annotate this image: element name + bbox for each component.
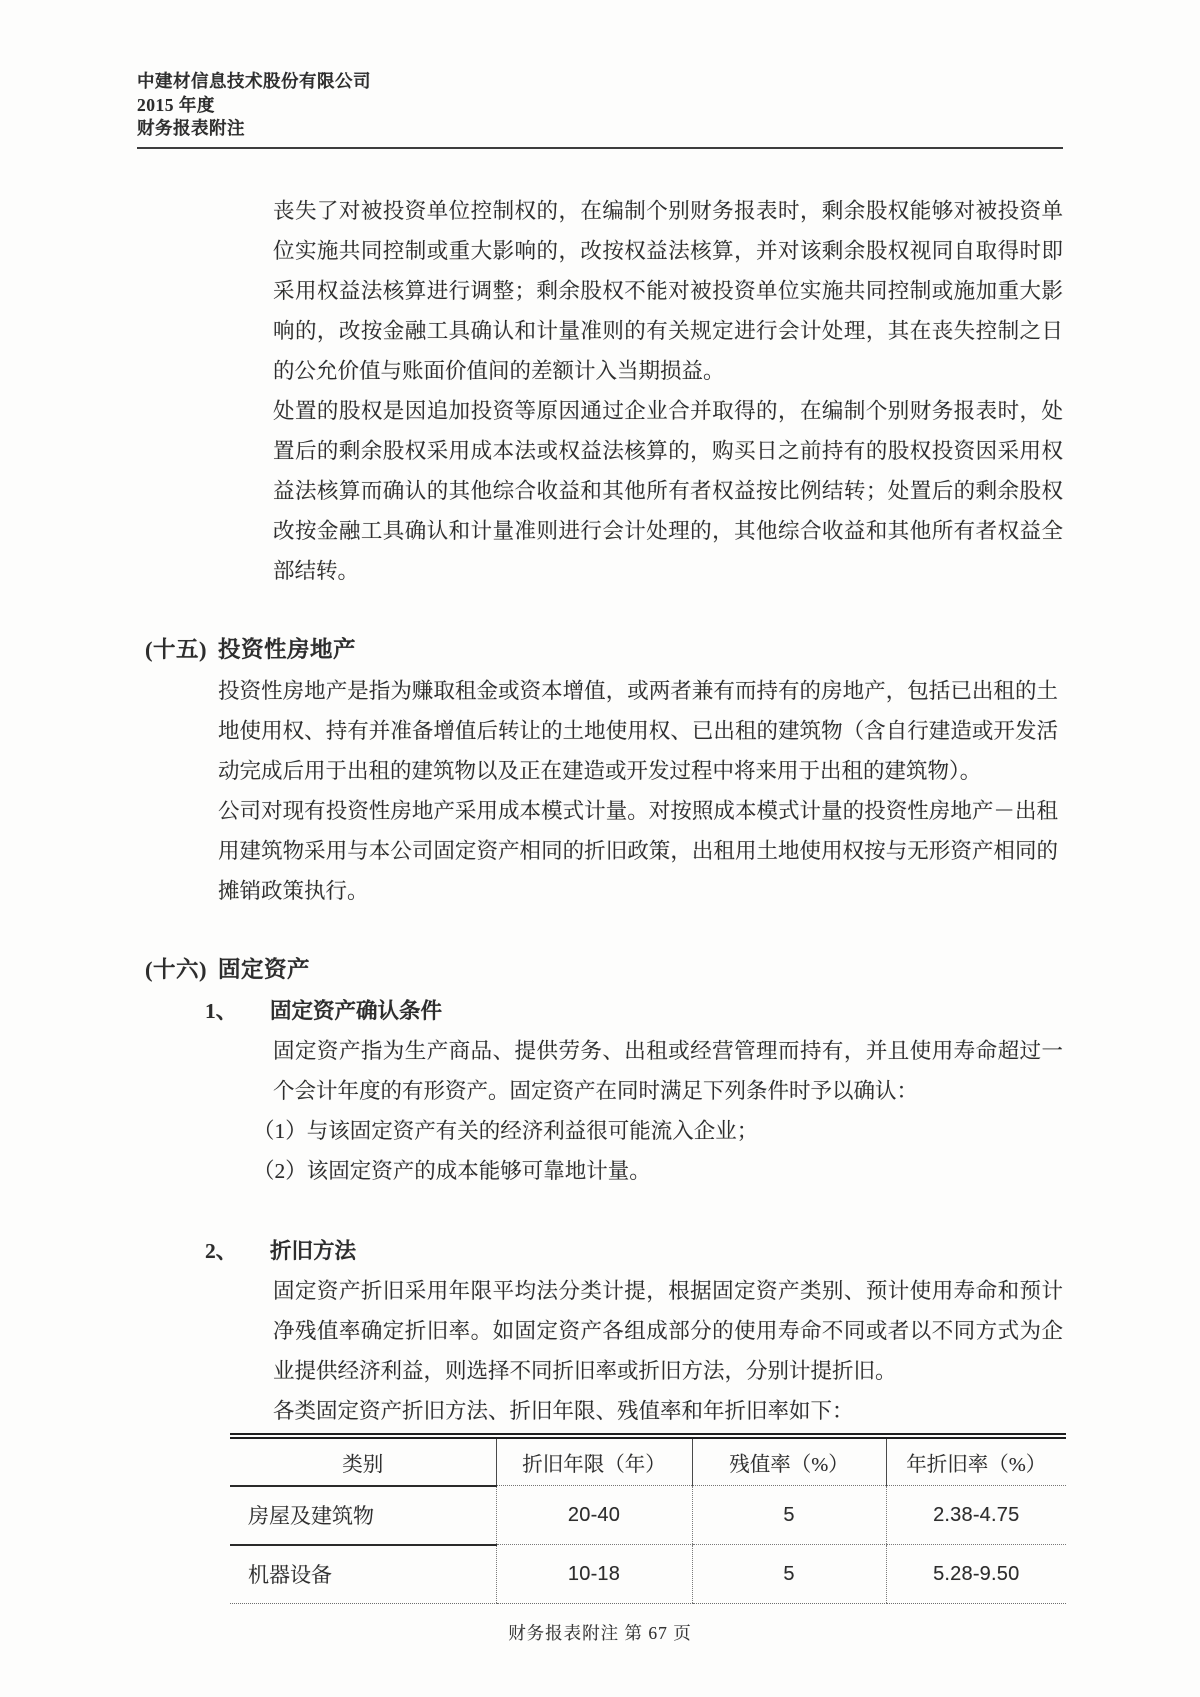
header-doc-title: 财务报表附注 [137, 118, 245, 138]
subsection-1-heading [205, 991, 1200, 1031]
subsection-2-number: 2、 [205, 1238, 238, 1263]
recognition-condition-1: （1）与该固定资产有关的经济利益很可能流入企业； [253, 1118, 759, 1143]
section-15-paragraph-1: 投资性房地产是指为赚取租金或资本增值，或两者兼有而持有的房地产，包括已出租的土地使用权、持有并准备增值后转让的土地使用权、已出租的建筑物（含自行建造或开发活动完成后用于出租的建筑物以及正在建造或开发过程中将来用于出租的建筑物）。 [218, 678, 1058, 783]
header-divider-rule [137, 147, 1063, 149]
paragraph-loss-of-control: 丧失了对被投资单位控制权的，在编制个别财务报表时，剩余股权能够对被投资单位实施共同控制或重大影响的，改按权益法核算，并对该剩余股权视同自取得时即采用权益法核算进行调整；剩余股权不能对被投资单位实施共同控制或施加重大影响的，改按金融工具确认和计量准则的有关规定进行会计处理，其在丧失控制之日的公允价值与账面价值间的差额计入当期损益。 [273, 198, 1063, 383]
cell-residual: 5 [692, 1545, 886, 1604]
col-header-depreciation-years: 折旧年限（年） [496, 1436, 692, 1486]
subsection-1-number: 1、 [205, 998, 238, 1023]
section-15-heading [145, 629, 1200, 671]
header-company-name: 中建材信息技术股份有限公司 [137, 71, 371, 91]
section-15-number: (十五) [145, 636, 207, 662]
subsection-1-title: 固定资产确认条件 [270, 998, 443, 1023]
subsection-2-title: 折旧方法 [270, 1238, 357, 1263]
table-row-buildings [230, 1486, 1066, 1545]
cell-annual-rate: 5.28-9.50 [886, 1545, 1066, 1604]
depreciation-table [230, 1433, 1066, 1605]
col-header-annual-rate: 年折旧率（%） [886, 1436, 1066, 1486]
cell-years: 20-40 [496, 1486, 692, 1545]
page-footer [0, 1620, 1200, 1645]
header-fiscal-year: 2015 年度 [137, 94, 215, 115]
subsection-2-body: 固定资产折旧采用年限平均法分类计提，根据固定资产类别、预计使用寿命和预计净残值率确定折旧率。如固定资产各组成部分的使用寿命不同或者以不同方式为企业提供经济利益，则选择不同折旧率或折旧方法，分别计提折旧。 [273, 1278, 1063, 1383]
subsection-2-heading [205, 1231, 1200, 1271]
cell-years: 10-18 [496, 1545, 692, 1604]
footer-page-label: 财务报表附注 第 67 页 [508, 1623, 692, 1643]
cell-annual-rate: 2.38-4.75 [886, 1486, 1066, 1545]
cell-category: 房屋及建筑物 [230, 1486, 496, 1545]
page-header [137, 0, 1200, 141]
paragraph-disposed-equity: 处置的股权是因追加投资等原因通过企业合并取得的，在编制个别财务报表时，处置后的剩余股权采用成本法或权益法核算的，购买日之前持有的股权投资因采用权益法核算而确认的其他综合收益和其他所有者权益按比例结转；处置后的剩余股权改按金融工具确认和计量准则进行会计处理的，其他综合收益和其他所有者权益全部结转。 [273, 398, 1063, 583]
table-header-row [230, 1436, 1066, 1486]
document-body [0, 191, 1200, 1605]
section-16-number: (十六) [145, 956, 207, 982]
cell-category: 机器设备 [230, 1545, 496, 1604]
subsection-1-body: 固定资产指为生产商品、提供劳务、出租或经营管理而持有，并且使用寿命超过一个会计年度的有形资产。固定资产在同时满足下列条件时予以确认： [273, 1038, 1063, 1103]
depreciation-table-intro: 各类固定资产折旧方法、折旧年限、残值率和年折旧率如下： [273, 1398, 854, 1423]
table-row-machinery [230, 1545, 1066, 1604]
section-16-title: 固定资产 [218, 956, 311, 982]
recognition-condition-2: （2）该固定资产的成本能够可靠地计量。 [253, 1158, 651, 1183]
section-15-paragraph-2: 公司对现有投资性房地产采用成本模式计量。对按照成本模式计量的投资性房地产－出租用建筑物采用与本公司固定资产相同的折旧政策，出租用土地使用权按与无形资产相同的摊销政策执行。 [218, 798, 1058, 903]
section-16-heading [145, 949, 1200, 991]
col-header-residual-rate: 残值率（%） [692, 1436, 886, 1486]
cell-residual: 5 [692, 1486, 886, 1545]
section-15-title: 投资性房地产 [218, 636, 357, 662]
col-header-category: 类别 [230, 1436, 496, 1486]
